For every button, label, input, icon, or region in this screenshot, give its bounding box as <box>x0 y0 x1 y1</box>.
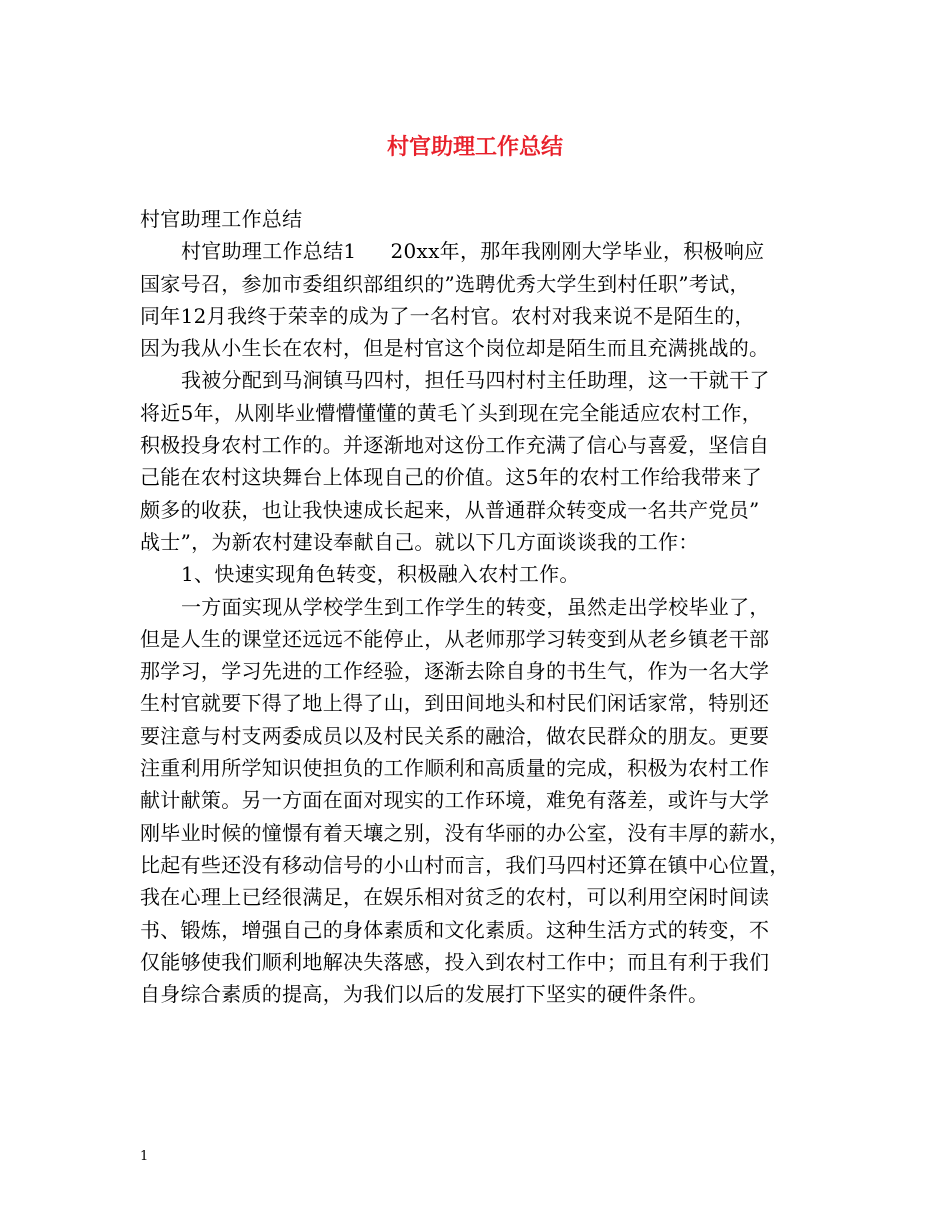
paragraph-line: 注重利用所学知识使担负的工作顺利和高质量的完成，积极为农村工作 <box>140 756 770 781</box>
paragraph-line: 同年12月我终于荣幸的成为了一名村官。农村对我来说不是陌生的， <box>140 303 755 328</box>
paragraph-line: 刚毕业时候的憧憬有着天壤之别，没有华丽的办公室，没有丰厚的薪水， <box>140 820 790 845</box>
paragraph-line: 自身综合素质的提高，为我们以后的发展打下坚实的硬件条件。 <box>140 982 709 1007</box>
section-heading: 1、快速实现角色转变，积极融入农村工作。 <box>181 562 580 587</box>
paragraph-line: 献计献策。另一方面在面对现实的工作环境，难免有落差，或许与大学 <box>140 788 770 813</box>
page-number: 1 <box>140 1149 149 1164</box>
paragraph-line: 将近5年，从刚毕业懵懵懂懂的黄毛丫头到现在完全能适应农村工作， <box>140 400 763 425</box>
paragraph-line: 战士”，为新农村建设奉献自己。就以下几方面谈谈我的工作： <box>140 529 699 554</box>
paragraph-line: 一方面实现从学校学生到工作学生的转变，虽然走出学校毕业了， <box>181 594 770 619</box>
paragraph-line: 仅能够使我们顺利地解决失落感，投入到农村工作中；而且有利于我们 <box>140 949 770 974</box>
paragraph-line: 国家号召，参加市委组织部组织的”选聘优秀大学生到村任职”考试， <box>140 271 750 296</box>
subtitle: 村官助理工作总结 <box>140 207 303 231</box>
paragraph-line-text: 20xx年，那年我刚刚大学毕业，积极响应 <box>390 239 765 264</box>
paragraph-line: 颇多的收获，也让我快速成长起来，从普通群众转变成一名共产党员” <box>140 497 760 522</box>
paragraph-line: 那学习，学习先进的工作经验，逐渐去除自身的书生气，作为一名大学 <box>140 659 770 684</box>
document-title: 村官助理工作总结 <box>386 135 563 160</box>
paragraph-line: 但是人生的课堂还远远不能停止，从老师那学习转变到从老乡镇老干部 <box>140 626 770 651</box>
paragraph-line: 我在心理上已经很满足，在娱乐相对贫乏的农村，可以利用空闲时间读 <box>140 885 770 910</box>
paragraph-line: 积极投身农村工作的。并逐渐地对这份工作充满了信心与喜爱，坚信自 <box>140 433 770 458</box>
paragraph-line: 因为我从小生长在农村，但是村官这个岗位却是陌生而且充满挑战的。 <box>140 336 770 361</box>
paragraph-line: 己能在农村这块舞台上体现自己的价值。这5年的农村工作给我带来了 <box>140 465 763 490</box>
paragraph-line: 我被分配到马涧镇马四村，担任马四村村主任助理，这一干就干了 <box>181 368 770 393</box>
paragraph-line: 比起有些还没有移动信号的小山村而言，我们马四村还算在镇中心位置， <box>140 852 790 877</box>
document-body <box>140 203 812 1010</box>
section-heading: 村官助理工作总结1 <box>181 239 357 264</box>
paragraph-line: 书、锻炼，增强自己的身体素质和文化素质。这种生活方式的转变，不 <box>140 917 770 942</box>
paragraph-line: 生村官就要下得了地上得了山，到田间地头和村民们闲话家常，特别还 <box>140 691 770 716</box>
paragraph-line: 要注意与村支两委成员以及村民关系的融洽，做农民群众的朋友。更要 <box>140 723 770 748</box>
paragraph-line <box>140 235 812 267</box>
